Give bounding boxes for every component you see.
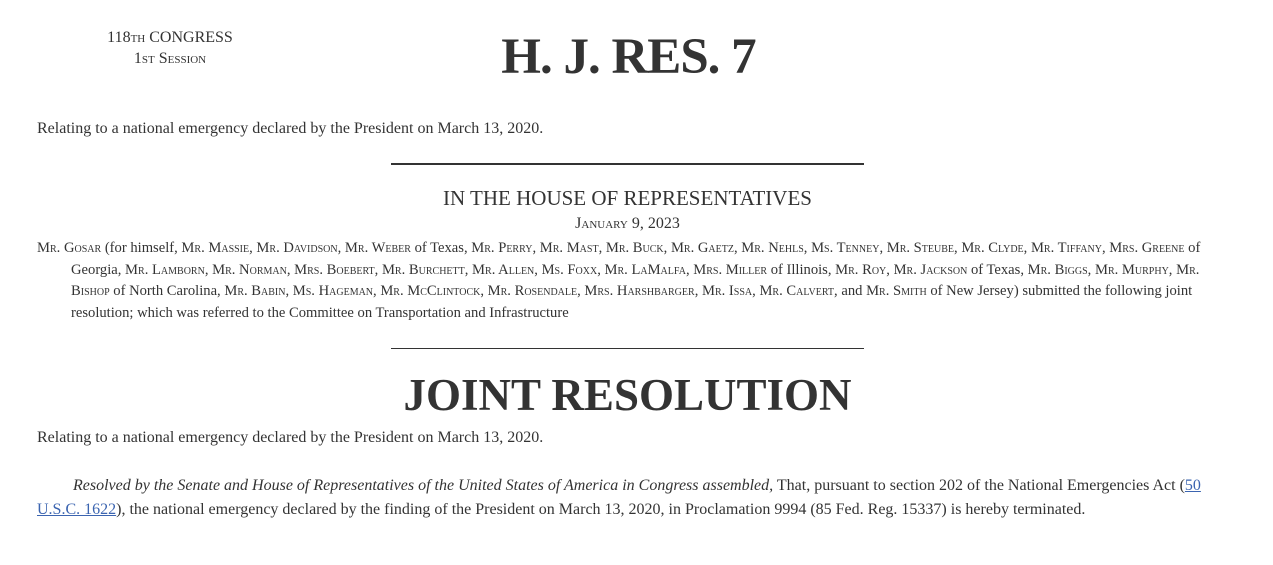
- resolution-text-before-link: That, pursuant to section 202 of the National Emergencies Act (: [773, 477, 1185, 494]
- sponsor-connector-text: (for himself,: [101, 240, 182, 256]
- sponsor-name: Mr. Lamborn: [125, 261, 205, 278]
- congress-number: 118: [107, 29, 131, 46]
- sponsor-name: Ms. Foxx: [541, 261, 598, 278]
- sponsor-connector-text: ,: [1101, 240, 1110, 256]
- bill-number: H. J. RES. 7: [501, 29, 756, 85]
- sponsor-name: Mr. Davidson: [256, 240, 338, 256]
- sponsor-connector-text: ,: [954, 240, 962, 256]
- sponsor-connector-text: ,: [886, 261, 894, 278]
- congress-word: CONGRESS: [149, 29, 233, 46]
- sponsor-name: Mr. Calvert: [759, 283, 835, 300]
- sponsor-connector-text: ,: [374, 261, 382, 278]
- sponsor-name: Mr. Jackson: [893, 261, 968, 278]
- sponsor-connector-text: ,: [663, 240, 671, 256]
- sponsor-connector-text: ,: [752, 283, 760, 300]
- sponsor-connector-text: ,: [598, 240, 606, 256]
- sponsor-connector-text: ,: [204, 261, 213, 278]
- sponsor-connector-text: ,: [464, 261, 473, 278]
- sponsor-name: Mr. Allen: [472, 261, 535, 278]
- divider-rule-top: [391, 163, 864, 165]
- sponsor-connector-text: ,: [337, 240, 345, 256]
- sponsor-connector-text: ,: [373, 283, 381, 300]
- sponsor-connector-text: ,: [249, 240, 257, 256]
- introduction-date: January 9, 2023: [575, 215, 680, 232]
- divider-rule-bottom: [391, 348, 864, 349]
- resolution-title: Relating to a national emergency declared by the President on March 13, 2020.: [37, 429, 544, 446]
- sponsor-name: Mrs. Miller: [693, 261, 768, 278]
- sponsor-name: Mr. Nehls: [741, 240, 804, 256]
- sponsor-name: Mr. Massie: [181, 240, 250, 256]
- sponsor-name: Mrs. Boebert: [294, 261, 375, 278]
- sponsor-connector-text: ,: [597, 261, 605, 278]
- joint-resolution-heading: JOINT RESOLUTION: [403, 370, 852, 420]
- session-suffix: st: [141, 50, 155, 67]
- sponsor-connector-text: ,: [285, 283, 293, 300]
- sponsor-name: Mr. Norman: [212, 261, 287, 278]
- sponsor-name: Mr. Gaetz: [670, 240, 734, 256]
- usc-citation-link[interactable]: 50 U.S.C. 1622: [37, 477, 1201, 518]
- sponsor-connector-text: ,: [1168, 261, 1177, 278]
- sponsor-name: Mrs. Greene: [1109, 240, 1185, 256]
- sponsor-connector-text: ,: [534, 261, 542, 278]
- sponsor-name: Mr. Mast: [539, 240, 599, 256]
- sponsor-name: Mrs. Harshbarger: [584, 283, 695, 300]
- house-heading: IN THE HOUSE OF REPRESENTATIVES: [443, 186, 812, 210]
- enacting-clause: Resolved by the Senate and House of Representatives of the United States of America in Congress assembled,: [73, 477, 774, 494]
- sponsor-connector-text: of Georgia,: [71, 240, 1201, 278]
- sponsor-name: Mr. Issa: [701, 283, 753, 300]
- official-title: Relating to a national emergency declared by the President on March 13, 2020.: [37, 120, 544, 137]
- sponsor-name: Mr. McClintock: [380, 283, 481, 300]
- sponsor-name: Ms. Hageman: [292, 283, 374, 300]
- sponsor-connector-text: ,: [803, 240, 812, 256]
- resolution-body: [37, 474, 1237, 522]
- sponsor-name: Mr. Gosar: [37, 240, 102, 256]
- sponsor-name: Mr. Buck: [605, 240, 664, 256]
- sponsor-connector-text: ,: [1023, 240, 1031, 256]
- sponsor-name: Mr. Weber: [344, 240, 411, 256]
- sponsor-name: Mr. Clyde: [961, 240, 1024, 256]
- sponsor-connector-text: of New Jersey) submitted the following joint resolution; which was referred to the Committee on Transportation and Infrastructure: [71, 283, 1193, 322]
- sponsor-connector-text: ,: [577, 283, 585, 300]
- session-word: Session: [158, 50, 207, 67]
- sponsor-name: Mr. Smith: [866, 283, 927, 300]
- sponsor-connector-text: of Texas,: [967, 261, 1028, 278]
- sponsor-connector-text: of North Carolina,: [109, 283, 225, 300]
- sponsor-name: Mr. Tiffany: [1030, 240, 1102, 256]
- sponsor-name: Mr. Steube: [886, 240, 955, 256]
- sponsor-connector-text: ,: [685, 261, 694, 278]
- sponsor-connector-text: ,: [480, 283, 488, 300]
- sponsor-connector-text: of Texas,: [410, 240, 472, 256]
- congress-suffix: th: [130, 29, 146, 46]
- sponsor-name: Mr. Biggs: [1027, 261, 1088, 278]
- sponsor-name: Mr. Rosendale: [487, 283, 578, 300]
- sponsor-connector-text: ,: [694, 283, 702, 300]
- session-number: 1: [133, 50, 142, 67]
- sponsor-name: Mr. Babin: [224, 283, 286, 300]
- sponsor-connector-text: ,: [286, 261, 295, 278]
- sponsor-connector-text: ,: [1087, 261, 1095, 278]
- sponsor-connector-text: , and: [834, 283, 867, 300]
- resolution-text-after-link: ), the national emergency declared by the finding of the President on March 13, 2020, in Proclamation 9994 (85 Fed. Reg. 15337) is hereby terminated.: [116, 500, 1086, 518]
- sponsor-connector-text: of Illinois,: [767, 261, 836, 278]
- sponsor-name: Mr. Murphy: [1094, 261, 1169, 278]
- sponsor-connector-text: ,: [532, 240, 540, 256]
- sponsor-name: Mr. Perry: [471, 240, 533, 256]
- sponsor-name: Mr. LaMalfa: [604, 261, 686, 278]
- sponsor-name: Mr. Roy: [835, 261, 887, 278]
- sponsor-name: Mr. Bishop: [71, 261, 1200, 300]
- sponsor-name: Ms. Tenney: [811, 240, 880, 256]
- sponsors-action-text: [37, 238, 1222, 325]
- sponsor-connector-text: ,: [879, 240, 887, 256]
- sponsor-connector-text: ,: [733, 240, 742, 256]
- sponsor-name: Mr. Burchett: [381, 261, 465, 278]
